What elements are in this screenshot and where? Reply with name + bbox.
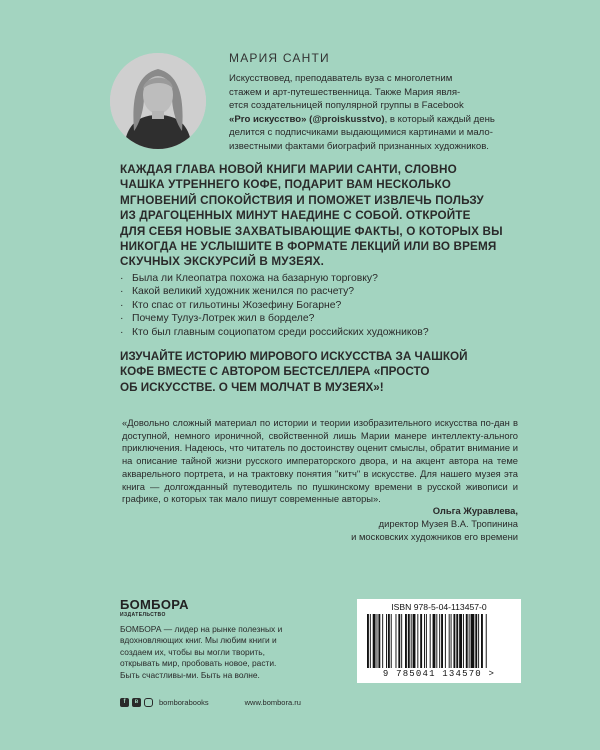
- barcode-bar: [441, 614, 443, 668]
- bio-line: «Pro искусство» (@proiskusstvo), в который каждый день: [229, 113, 495, 125]
- barcode-bar: [451, 614, 452, 668]
- barcode-bar: [456, 614, 458, 668]
- author-photo: [110, 53, 206, 149]
- review-quote: «Довольно сложный материал по истории и теории изобразительного искусства по-дан в доступной, немного ироничной, свойственной лишь Марии манере интеллекту-ального приключения. Надеюсь, что читатель по достоинству оценит смыслы, обратит внимание и на описание тайной жизни русского императорского двора, и на акцент автора на теме акварельного портрета, и на трактовку понятия "китч" в искусстве. Для нашего музея эта книга — долгожданный путеводитель по пушкинскому времени в русской живописи и графике, о которых так мало пишут современные авторы».: [122, 417, 518, 505]
- lead-line: МГНОВЕНИЙ СПОКОЙСТВИЯ И ПОМОЖЕТ ИЗВЛЕЧЬ ПОЛЬЗУ: [120, 193, 484, 207]
- barcode-bar: [398, 614, 400, 668]
- barcode-bar: [481, 614, 483, 668]
- lead-line: СКУЧНЫХ ЭКСКУРСИЙ В МУЗЕЯХ.: [120, 255, 324, 269]
- barcode-bar: [453, 614, 455, 668]
- callout-line: ОБ ИСКУССТВЕ. О ЧЕМ МОЛЧАТ В МУЗЕЯХ»!: [120, 380, 384, 394]
- barcode-bar: [486, 614, 487, 668]
- list-item: · Почему Тулуз-Лотрек жил в борделе?: [120, 313, 315, 325]
- barcode-bar: [471, 614, 475, 668]
- barcode-bar: [386, 614, 387, 668]
- list-item: · Какой великий художник женился по расчету?: [120, 286, 355, 298]
- barcode-bar: [469, 614, 470, 668]
- barcode-bar: [382, 614, 383, 668]
- barcode-bar: [396, 614, 397, 668]
- barcode-bar: [411, 614, 412, 668]
- facebook-icon[interactable]: f: [120, 698, 129, 707]
- bullet-icon: ·: [120, 313, 124, 325]
- barcode-bar: [377, 614, 378, 668]
- isbn-number: ISBN 978-5-04-113457-0: [391, 602, 487, 612]
- barcode-bar: [449, 614, 450, 668]
- bio-line: ется создательницей популярной группы в Facebook: [229, 100, 464, 112]
- vk-icon[interactable]: в: [132, 698, 141, 707]
- quote-attribution: [300, 504, 518, 544]
- bio-line: стажем и арт-путешественница. Также Мария явля-: [229, 86, 461, 98]
- list-item: · Была ли Клеопатра похожа на базарную торговку?: [120, 273, 378, 284]
- isbn-barcode: [357, 599, 521, 683]
- website-link[interactable]: www.bombora.ru: [244, 698, 301, 707]
- barcode-bar: [436, 614, 437, 668]
- bio-line: известными фактами биографий признанных художников.: [229, 140, 489, 152]
- callout-line: ИЗУЧАЙТЕ ИСТОРИЮ МИРОВОГО ИСКУССТВА ЗА ЧАШКОЙ: [120, 350, 468, 363]
- lead-line: ЧАШКА УТРЕННЕГО КОФЕ, ПОДАРИТ ВАМ НЕСКОЛЬКО: [120, 178, 452, 192]
- bio-line: Искусствовед, преподаватель вуза с многолетним: [229, 73, 453, 84]
- publisher-brand: БОМБОРА: [120, 597, 189, 612]
- barcode-bar: [401, 614, 402, 668]
- social-links: [120, 698, 301, 707]
- bio-line: делится с подписчиками выдающимися картинами и мало-: [229, 127, 493, 139]
- instagram-icon[interactable]: [144, 698, 153, 707]
- barcode-bar: [466, 614, 468, 668]
- author-bio: [229, 72, 529, 154]
- barcode-bar: [459, 614, 462, 668]
- social-handle[interactable]: bomborabooks: [159, 698, 209, 707]
- barcode-bar: [373, 614, 376, 668]
- barcode-image: [363, 614, 515, 670]
- barcode-bar: [430, 614, 431, 668]
- list-item: · Кто спас от гильотины Жозефину Богарне?: [120, 299, 342, 311]
- publisher-subtitle: ИЗДАТЕЛЬСТВО: [120, 612, 166, 618]
- lead-line: КАЖДАЯ ГЛАВА НОВОЙ КНИГИ МАРИИ САНТИ, СЛОВНО: [120, 163, 457, 176]
- question-list: [120, 272, 520, 339]
- ean-digits: 9 785041 134570 >: [382, 669, 496, 679]
- publisher-description: БОМБОРА — лидер на рынке полезных и вдохновляющих книг. Мы любим книги и создаем их, чтобы вы могли творить, открывать мир, пробовать новое, расти. Быть счастливы-ми. Быть на волне.: [120, 624, 283, 680]
- quote-author-title: директор Музея В.А. Тропинина: [378, 518, 518, 530]
- lead-paragraph: [120, 162, 520, 270]
- barcode-bar: [420, 614, 422, 668]
- barcode-bar: [426, 614, 427, 668]
- barcode-bar: [388, 614, 390, 668]
- barcode-bar: [433, 614, 436, 668]
- callout-line: КОФЕ ВМЕСТЕ С АВТОРОМ БЕСТСЕЛЛЕРА «ПРОСТО: [120, 365, 430, 379]
- barcode-bar: [405, 614, 407, 668]
- barcode-bar: [408, 614, 410, 668]
- quote-author-title: и московских художников его времени: [351, 531, 518, 543]
- author-portrait-image: [110, 53, 206, 149]
- barcode-bar: [417, 614, 418, 668]
- author-name: МАРИЯ САНТИ: [229, 51, 330, 65]
- lead-line: НИКОГДА НЕ УСЛЫШИТЕ В ФОРМАТЕ ЛЕКЦИЙ ИЛИ ВО ВРЕМЯ: [120, 240, 497, 254]
- callout-text: [120, 349, 520, 395]
- bullet-icon: ·: [120, 299, 124, 311]
- barcode-bar: [370, 614, 371, 668]
- barcode-bar: [478, 614, 479, 668]
- list-item: · Кто был главным социопатом среди российских художников?: [120, 326, 429, 338]
- barcode-bar: [391, 614, 392, 668]
- barcode-bar: [424, 614, 425, 668]
- barcode-bar: [475, 614, 477, 668]
- quote-author-name: Ольга Журавлева,: [432, 505, 518, 516]
- bullet-icon: ·: [120, 273, 124, 284]
- barcode-bar: [463, 614, 464, 668]
- barcode-bar: [413, 614, 416, 668]
- barcode-bar: [439, 614, 440, 668]
- lead-line: ИЗ ДРАГОЦЕННЫХ МИНУТ НАЕДИНЕ С СОБОЙ. ОТКРОЙТЕ: [120, 209, 471, 223]
- publisher-logo: [120, 598, 189, 618]
- barcode-bar: [378, 614, 380, 668]
- barcode-bar: [445, 614, 446, 668]
- bullet-icon: ·: [120, 286, 124, 298]
- group-name: «Pro искусство» (@proiskusstvo): [229, 113, 385, 125]
- bullet-icon: ·: [120, 326, 124, 338]
- barcode-bar: [367, 614, 369, 668]
- lead-line: ДЛЯ СЕБЯ НОВЫЕ ЗАХВАТЫВАЮЩИЕ ФАКТЫ, О КОТОРЫХ ВЫ: [120, 224, 503, 238]
